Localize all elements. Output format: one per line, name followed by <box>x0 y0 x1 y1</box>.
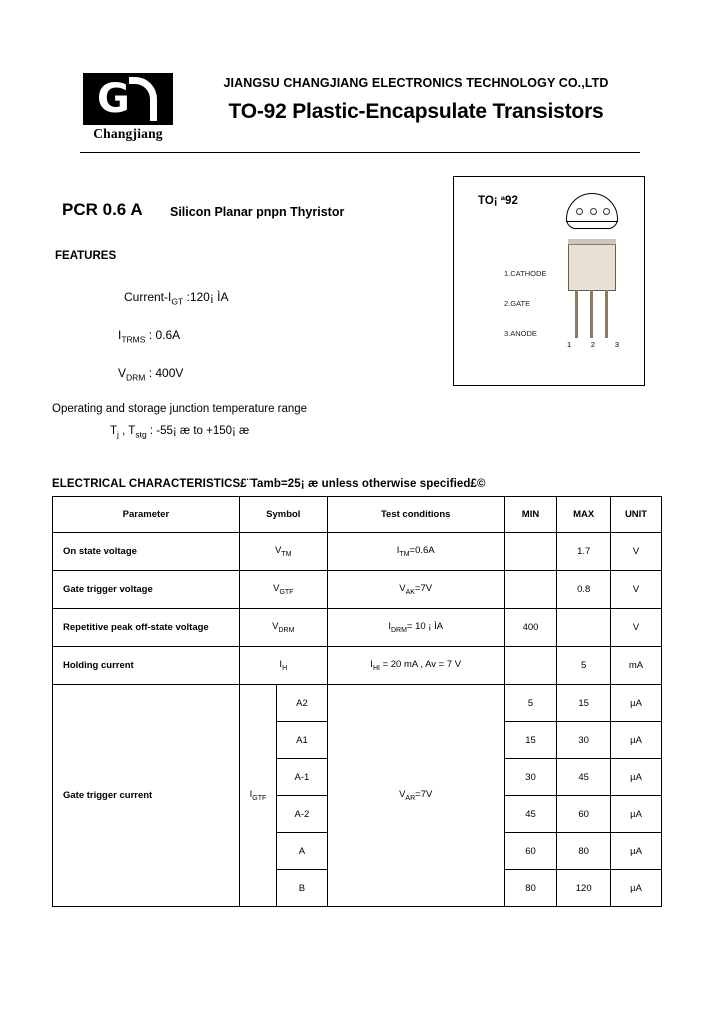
sym-main: I <box>249 789 253 801</box>
sym-sub: GTF <box>252 794 267 802</box>
row-symbol <box>239 571 327 609</box>
rank-label: A1 <box>277 722 328 759</box>
header-unit: UNIT <box>611 497 662 533</box>
operating-range-line1: Operating and storage junction temperature range <box>52 403 308 415</box>
sym-sub: TM <box>281 550 292 558</box>
row-max: 120 <box>557 870 611 907</box>
package-label: TO¡ ª92 <box>478 195 518 207</box>
row-max: 80 <box>557 833 611 870</box>
row-min: 15 <box>504 722 557 759</box>
pin-number-3: 3 <box>614 340 619 349</box>
row-parameter: Holding current <box>53 647 240 685</box>
sym-main: I <box>279 659 283 671</box>
row-max: 45 <box>557 759 611 796</box>
pin-number-1: 1 <box>567 340 572 349</box>
cond-main: I <box>396 545 400 557</box>
sym-sub: H <box>282 664 288 672</box>
row-symbol <box>239 533 327 571</box>
row-unit: V <box>611 533 662 571</box>
rank-label: B <box>277 870 328 907</box>
row-symbol <box>239 609 327 647</box>
row-parameter: On state voltage <box>53 533 240 571</box>
row-parameter: Repetitive peak off-state voltage <box>53 609 240 647</box>
package-top-flat <box>566 221 618 230</box>
cond-post: = 20 mA , Av = 7 V <box>379 659 462 671</box>
row-condition <box>327 685 504 907</box>
row-unit: µA <box>611 685 662 722</box>
oper-sub1: j <box>117 429 119 440</box>
header-symbol: Symbol <box>239 497 327 533</box>
row-unit: µA <box>611 796 662 833</box>
part-number: PCR 0.6 A <box>62 200 143 219</box>
feature-gate-current <box>124 290 229 306</box>
row-condition <box>327 647 504 685</box>
feature-2-post: : 0.6A <box>145 328 181 342</box>
electrical-characteristics-table <box>52 496 662 907</box>
features-heading: FEATURES <box>55 250 117 262</box>
row-min <box>504 533 557 571</box>
row-min: 400 <box>504 609 557 647</box>
table-row <box>53 609 662 647</box>
cond-post: =7V <box>415 789 433 801</box>
oper-sub2: stg <box>135 429 147 440</box>
cond-sub: HI <box>372 664 380 672</box>
row-max: 30 <box>557 722 611 759</box>
table-row <box>53 533 662 571</box>
sym-main: V <box>273 583 280 595</box>
pin-label-1: 1.CATHODE <box>504 269 547 278</box>
oper-post: : -55¡ æ to +150¡ æ <box>146 425 250 437</box>
pin-label-2: 2.GATE <box>504 299 531 308</box>
header-divider <box>80 152 640 153</box>
feature-peak-voltage <box>118 366 183 382</box>
row-condition <box>327 533 504 571</box>
row-unit: V <box>611 609 662 647</box>
row-symbol <box>239 685 276 907</box>
row-unit: µA <box>611 759 662 796</box>
rank-label: A-1 <box>277 759 328 796</box>
feature-3-sub: DRM <box>126 372 146 383</box>
row-parameter: Gate trigger voltage <box>53 571 240 609</box>
header-min: MIN <box>504 497 557 533</box>
operating-range-line2 <box>110 425 249 439</box>
cond-post: = 10 ¡ ÌA <box>406 621 444 633</box>
row-max: 15 <box>557 685 611 722</box>
table-row <box>53 571 662 609</box>
rank-label: A <box>277 833 328 870</box>
cond-sub: TM <box>399 550 410 558</box>
row-min: 5 <box>504 685 557 722</box>
row-max: 5 <box>557 647 611 685</box>
row-min: 60 <box>504 833 557 870</box>
header-conditions: Test conditions <box>327 497 504 533</box>
table-header-row <box>53 497 662 533</box>
cond-main: V <box>399 583 406 595</box>
sym-sub: DRM <box>278 626 295 634</box>
oper-mid: , T <box>118 425 136 437</box>
logo-swoosh-icon <box>129 77 157 121</box>
feature-2-sub: TRMS <box>121 334 146 345</box>
feature-rms-current <box>118 328 180 344</box>
part-description: Silicon Planar pnpn Thyristor <box>170 205 345 219</box>
feature-2-pre: I <box>118 328 122 342</box>
row-unit: µA <box>611 722 662 759</box>
cond-sub: AK <box>405 588 415 596</box>
table-row <box>53 685 662 722</box>
row-unit: mA <box>611 647 662 685</box>
row-unit: µA <box>611 870 662 907</box>
oper-pre: T <box>110 425 118 437</box>
package-body-top <box>568 239 616 245</box>
package-diagram <box>453 176 645 386</box>
package-leads-icon <box>568 290 616 338</box>
row-min <box>504 571 557 609</box>
row-max <box>557 609 611 647</box>
cond-main: I <box>388 621 391 633</box>
row-unit: µA <box>611 833 662 870</box>
row-unit: V <box>611 571 662 609</box>
package-pin-numbers <box>567 340 619 349</box>
feature-1-sub: GT <box>171 296 184 307</box>
company-name: JIANGSU CHANGJIANG ELECTRONICS TECHNOLOGY CO.,LTD <box>223 76 609 90</box>
feature-1-post: :120¡ ÌA <box>183 290 229 304</box>
row-condition <box>327 571 504 609</box>
cond-post: =0.6A <box>409 545 435 557</box>
cond-sub: AR <box>405 794 416 802</box>
table-row <box>53 647 662 685</box>
pin-number-2: 2 <box>590 340 596 349</box>
header-max: MAX <box>557 497 611 533</box>
page-title: TO-92 Plastic-Encapsulate Transistors <box>228 100 604 123</box>
row-min <box>504 647 557 685</box>
feature-1-pre: Current-I <box>124 290 172 304</box>
header-parameter: Parameter <box>53 497 240 533</box>
sym-sub: GTF <box>279 588 294 596</box>
row-min: 45 <box>504 796 557 833</box>
feature-3-post: : 400V <box>145 366 184 380</box>
rank-label: A-2 <box>277 796 328 833</box>
row-max: 60 <box>557 796 611 833</box>
cond-main: I <box>370 659 373 671</box>
logo-mark-icon <box>83 73 173 125</box>
feature-3-pre: V <box>118 366 127 380</box>
row-min: 80 <box>504 870 557 907</box>
pin-label-3: 3.ANODE <box>504 329 537 338</box>
row-parameter: Gate trigger current <box>53 685 240 907</box>
electrical-characteristics-heading: ELECTRICAL CHARACTERISTICS£¨Tamb=25¡ æ unless otherwise specified£© <box>52 478 486 490</box>
logo-wordmark: Changjiang <box>93 126 163 141</box>
row-min: 30 <box>504 759 557 796</box>
package-body-icon <box>568 239 616 291</box>
row-condition <box>327 609 504 647</box>
cond-sub: DRM <box>390 626 407 634</box>
row-symbol <box>239 647 327 685</box>
row-max: 0.8 <box>557 571 611 609</box>
sym-main: V <box>275 545 282 557</box>
rank-label: A2 <box>277 685 328 722</box>
cond-main: V <box>399 789 406 801</box>
package-pin-dots-icon <box>576 207 610 216</box>
logo-letter: G <box>97 76 130 122</box>
sym-main: V <box>272 621 279 633</box>
cond-post: =7V <box>414 583 433 595</box>
company-logo <box>80 73 176 145</box>
row-max: 1.7 <box>557 533 611 571</box>
